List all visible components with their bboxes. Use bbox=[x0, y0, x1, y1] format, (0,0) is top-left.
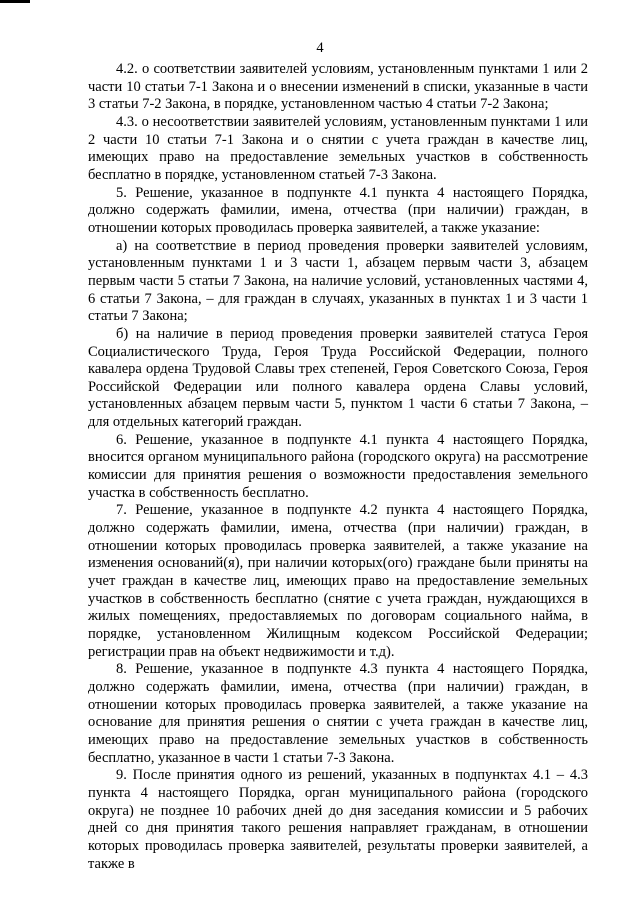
paragraph-9: 9. После принятия одного из решений, указанных в подпунктах 4.1 – 4.3 пункта 4 настоящего Порядка, орган муниципального района (городского округа) не позднее 10 рабочих дней до дня заседания комиссии и 5 рабочих дней со дня принятия такого решения направляет гражданам, в отношении которых проводилась проверка заявителей, результаты проверки заявителей, а также в bbox=[88, 767, 588, 872]
scan-edge-mark bbox=[0, 0, 30, 3]
paragraph-5-a: а) на соответствие в период проведения проверки заявителей условиям, установленным пунктами 1 и 3 части 1, абзацем первым части 3, абзацем первым части 5 статьи 7 Закона, на наличие условий, установленных частями 4, 6 статьи 7 Закона, – для граждан в случаях, указанных в пунктах 1 и 3 части 1 статьи 7 Закона; bbox=[88, 237, 588, 325]
document-body bbox=[88, 61, 588, 873]
paragraph-5: 5. Решение, указанное в подпункте 4.1 пункта 4 настоящего Порядка, должно содержать фамилии, имена, отчества (при наличии) граждан, в отношении которых проводилась проверка заявителей, а также указание: bbox=[88, 184, 588, 236]
paragraph-7: 7. Решение, указанное в подпункте 4.2 пункта 4 настоящего Порядка, должно содержать фамилии, имена, отчества (при наличии) граждан, в отношении которых проводилась проверка заявителей, а также указание на изменения оснований(я), при наличии которых(ого) граждане были приняты на учет граждан в качестве лиц, имеющих право на предоставление земельных участков в собственность бесплатно (снятие с учета граждан, нуждающихся в жилых помещениях, предоставляемых по договорам социального найма, в порядке, установленном Жилищным кодексом Российской Федерации; регистрации прав на объект недвижимости и т.д). bbox=[88, 502, 588, 660]
page-number: 4 bbox=[316, 40, 324, 56]
paragraph-8: 8. Решение, указанное в подпункте 4.3 пункта 4 настоящего Порядка, должно содержать фамилии, имена, отчества (при наличии) граждан, в отношении которых проводилась проверка заявителей, а также указание на основание для принятия решения о снятии с учета граждан в качестве лиц, имеющих право на предоставление земельных участков в собственность бесплатно, указанное в части 1 статьи 7-3 Закона. bbox=[88, 661, 588, 766]
paragraph-5-b: б) на наличие в период проведения проверки заявителей статуса Героя Социалистического Труда, Героя Труда Российской Федерации, полного кавалера ордена Трудовой Славы трех степеней, Героя Советского Союза, Героя Российской Федерации или полного кавалера ордена Славы условий, установленных абзацем первым части 5, пунктом 1 части 6 статьи 7 Закона, – для отдельных категорий граждан. bbox=[88, 325, 588, 431]
paragraph-6: 6. Решение, указанное в подпункте 4.1 пункта 4 настоящего Порядка, вносится органом муниципального района (городского округа) на рассмотрение комиссии для принятия решения о возможности предоставления земельного участка в собственность бесплатно. bbox=[88, 431, 588, 501]
paragraph-4-2: 4.2. о соответствии заявителей условиям, установленным пунктами 1 или 2 части 10 статьи 7-1 Закона и о внесении изменений в списки, указанные в части 3 статьи 7-2 Закона, в порядке, установленном частью 4 статьи 7-2 Закона; bbox=[88, 61, 588, 113]
paragraph-4-3: 4.3. о несоответствии заявителей условиям, установленным пунктами 1 или 2 части 10 статьи 7-1 Закона и о снятии с учета граждан в качестве лиц, имеющих право на предоставление земельных участков в собственность бесплатно в порядке, установленном статьей 7-3 Закона. bbox=[88, 113, 588, 183]
